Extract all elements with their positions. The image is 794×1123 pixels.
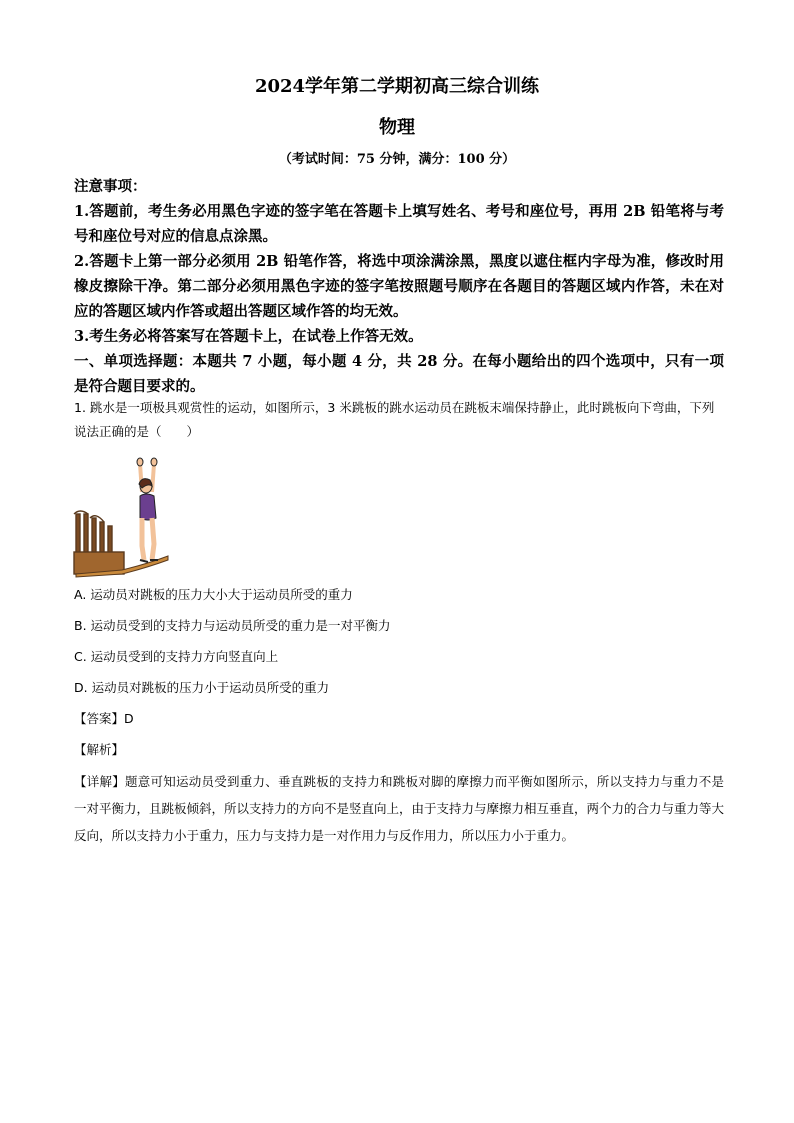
diver bbox=[137, 458, 158, 562]
option-c: C. 运动员受到的支持力方向竖直向上 bbox=[74, 649, 279, 664]
note-item-1: 1.答题前，考生务必用黑色字迹的签字笔在答题卡上填写姓名、考号和座位号，再用 2B 铅笔将与考号和座位号对应的信息点涂黑。 bbox=[74, 203, 724, 245]
question-1-stem bbox=[74, 396, 724, 444]
answer-tag: 【答案】 bbox=[74, 711, 125, 726]
diving-board-stand bbox=[74, 511, 124, 574]
exam-title: 2024学年第二学期初高三综合训练 bbox=[254, 76, 540, 97]
notes-section bbox=[74, 174, 724, 399]
note-item-3: 3.考生务必将答案写在答题卡上，在试卷上作答无效。 bbox=[74, 328, 423, 345]
note-item-2: 2.答题卡上第一部分必须用 2B 铅笔作答，将选中项涂满涂黑，黑度以遮住框内字母为准，修改时用橡皮擦除干净。第二部分必须用黑色字迹的签字笔按照题号顺序在各题目的答题区域内作答，未在对应的答题区域内作答或超出答题区域作答的均无效。 bbox=[74, 253, 724, 320]
notes-heading: 注意事项： bbox=[74, 178, 147, 195]
section-heading: 一、单项选择题：本题共 7 小题，每小题 4 分，共 28 分。在每小题给出的四个选项中，只有一项是符合题目要求的。 bbox=[74, 353, 724, 395]
exam-info: （考试时间：75 分钟，满分：100 分） bbox=[278, 152, 516, 167]
option-a: A. 运动员对跳板的压力大小大于运动员所受的重力 bbox=[74, 587, 353, 602]
option-b: B. 运动员受到的支持力与运动员所受的重力是一对平衡力 bbox=[74, 618, 391, 633]
analysis-tag: 【解析】 bbox=[74, 742, 125, 757]
detail-section bbox=[74, 768, 724, 849]
option-d: D. 运动员对跳板的压力小于运动员所受的重力 bbox=[74, 680, 330, 695]
subject-title: 物理 bbox=[379, 117, 415, 138]
diver-figure bbox=[72, 456, 172, 578]
detail-text: 题意可知运动员受到重力、垂直跳板的支持力和跳板对脚的摩擦力而平衡如图所示，所以支持力与重力不是一对平衡力，且跳板倾斜，所以支持力的方向不是竖直向上，由于支持力与摩擦力相互垂直，两个力的合力与重力等大反向，所以支持力小于重力，压力与支持力是一对作用力与反作用力，所以压力小于重力。 bbox=[74, 774, 725, 843]
answer-line bbox=[74, 709, 134, 727]
answer-value: D bbox=[124, 711, 134, 726]
detail-tag: 【详解】 bbox=[74, 774, 125, 789]
question-1-text: 1. 跳水是一项极具观赏性的运动，如图所示，3 米跳板的跳水运动员在跳板末端保持静止，此时跳板向下弯曲，下列说法正确的是（ ） bbox=[74, 400, 715, 439]
